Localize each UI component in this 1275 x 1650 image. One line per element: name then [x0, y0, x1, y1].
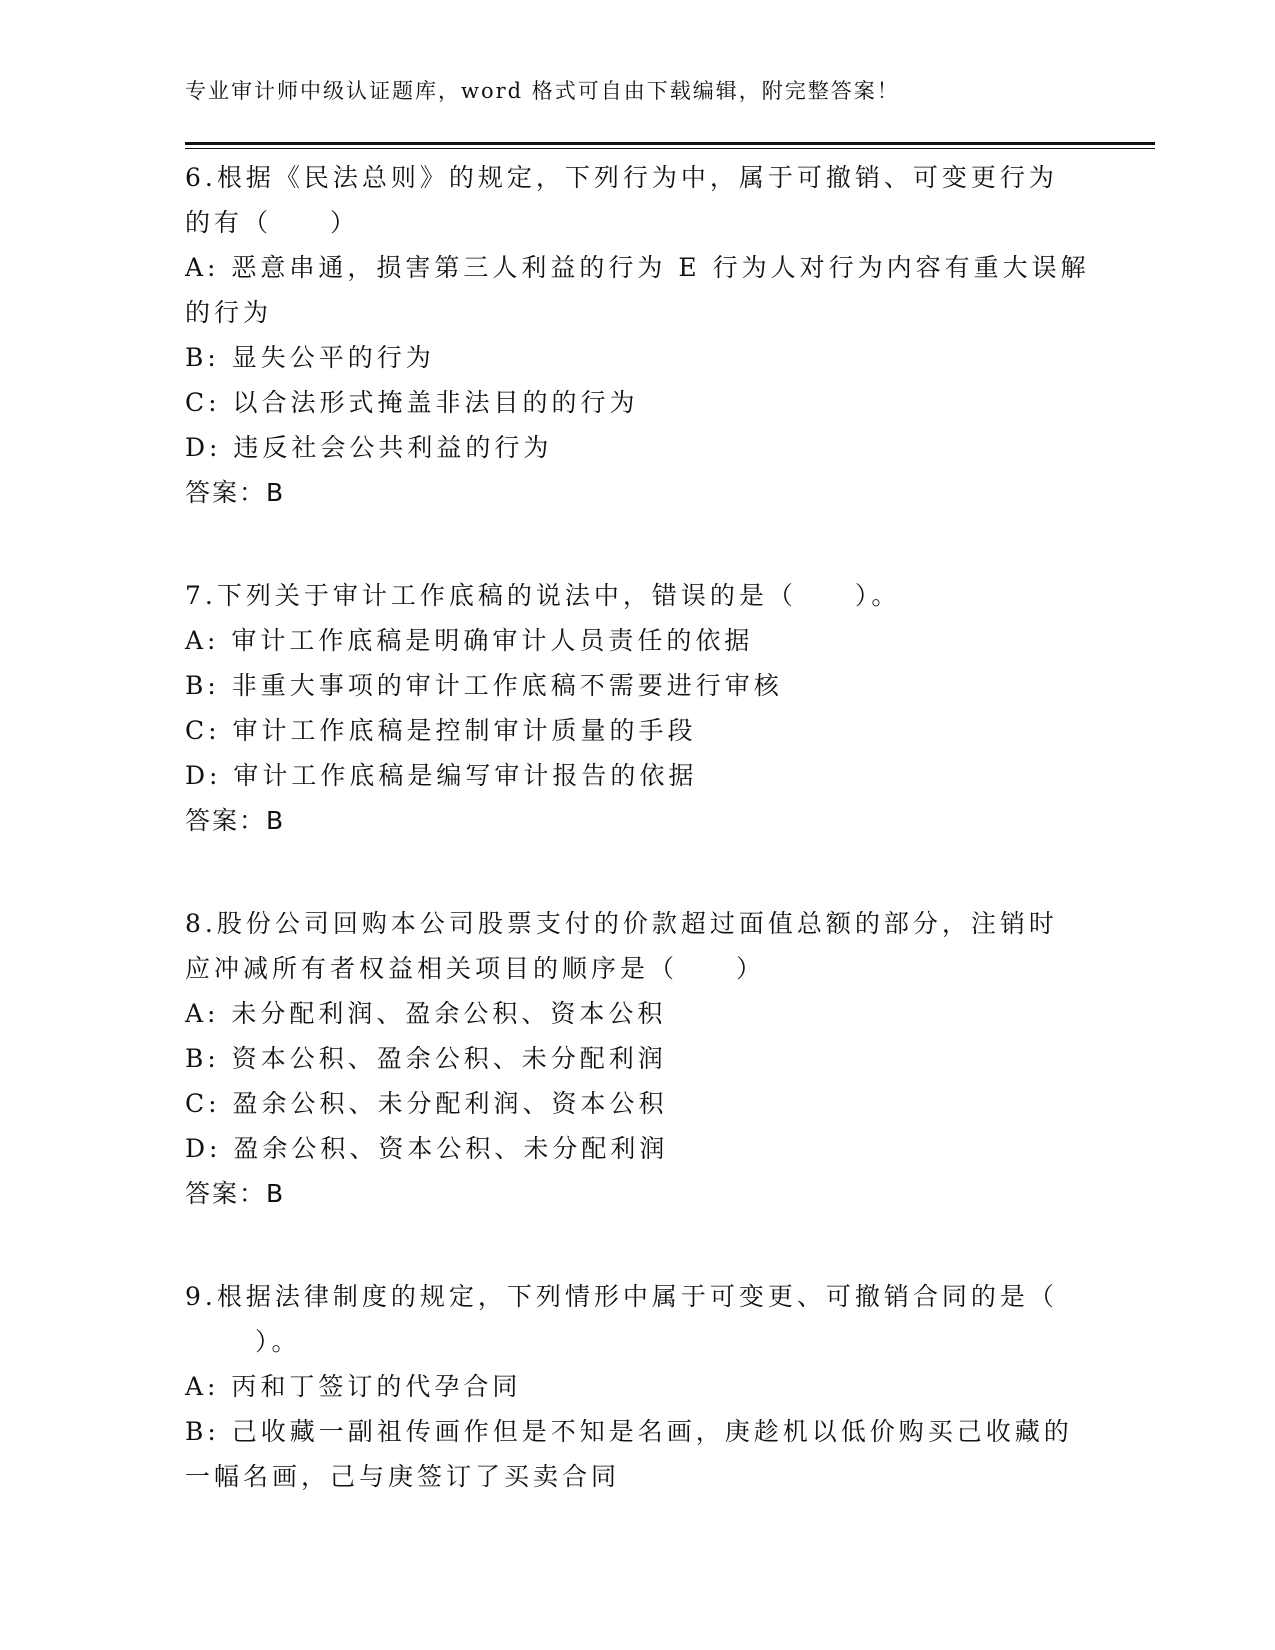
option-a: A: 审计工作底稿是明确审计人员责任的依据 — [185, 626, 754, 655]
option-c: C: 以合法形式掩盖非法目的的行为 — [185, 388, 639, 417]
question-9 — [185, 1274, 1085, 1499]
option-c: C: 审计工作底稿是控制审计质量的手段 — [185, 716, 697, 745]
option-b: B: 资本公积、盈余公积、未分配利润 — [185, 1044, 667, 1073]
question-stem: 的有（ ） — [185, 208, 360, 237]
question-6 — [185, 155, 1090, 515]
option-c: C: 盈余公积、未分配利润、资本公积 — [185, 1089, 668, 1118]
option-a: A: 丙和丁签订的代孕合同 — [185, 1372, 522, 1401]
header-rule-thick — [185, 142, 1155, 145]
option-d: D: 盈余公积、资本公积、未分配利润 — [185, 1134, 669, 1163]
option-a-continued: 的行为 — [185, 298, 273, 327]
answer: 答案：B — [185, 806, 286, 835]
answer: 答案：B — [185, 478, 286, 507]
option-a: A: 恶意串通，损害第三人利益的行为 E 行为人对行为内容有重大误解 — [185, 253, 1090, 282]
question-list — [185, 155, 1090, 1557]
question-stem: 7.下列关于审计工作底稿的说法中，错误的是（ ）。 — [185, 581, 901, 610]
option-d: D: 违反社会公共利益的行为 — [185, 433, 553, 462]
question-stem: 8.股份公司回购本公司股票支付的价款超过面值总额的部分，注销时 — [185, 909, 1058, 938]
option-b: B: 非重大事项的审计工作底稿不需要进行审核 — [185, 671, 783, 700]
question-7 — [185, 573, 1085, 843]
question-8 — [185, 901, 1085, 1216]
option-d: D: 审计工作底稿是编写审计报告的依据 — [185, 761, 698, 790]
answer: 答案：B — [185, 1179, 286, 1208]
option-a: A: 未分配利润、盈余公积、资本公积 — [185, 999, 667, 1028]
page-header: 专业审计师中级认证题库，word 格式可自由下载编辑，附完整答案！ — [185, 79, 900, 103]
option-b-continued: 一幅名画，己与庚签订了买卖合同 — [185, 1462, 621, 1491]
option-b: B: 己收藏一副祖传画作但是不知是名画，庚趁机以低价购买己收藏的 — [185, 1417, 1073, 1446]
option-b: B: 显失公平的行为 — [185, 343, 435, 372]
question-stem: 6.根据《民法总则》的规定，下列行为中，属于可撤销、可变更行为 — [185, 163, 1058, 192]
header-rule-thin — [185, 148, 1155, 149]
question-stem: 9.根据法律制度的规定，下列情形中属于可变更、可撤销合同的是（ — [185, 1282, 1058, 1311]
question-stem: 应冲减所有者权益相关项目的顺序是（ ） — [185, 954, 766, 983]
question-stem: ）。 — [255, 1327, 301, 1356]
